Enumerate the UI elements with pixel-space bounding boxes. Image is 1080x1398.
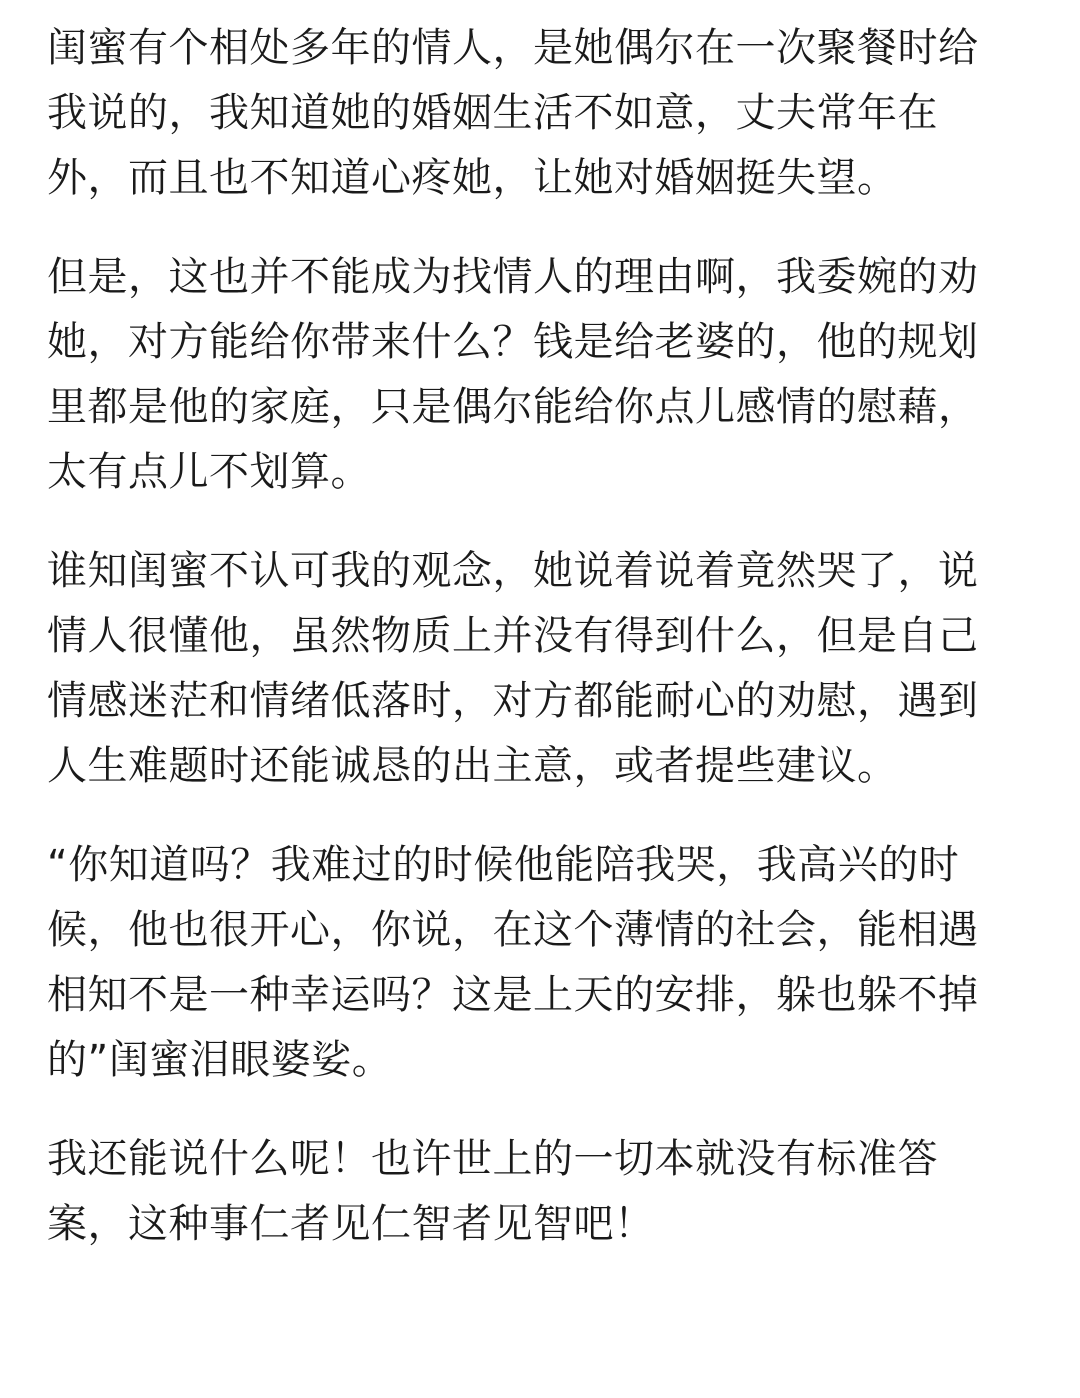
paragraph bbox=[47, 245, 1022, 505]
text-line: 案，这种事仁者见仁智者见智吧！ bbox=[47, 1201, 655, 1247]
paragraph bbox=[47, 833, 1022, 1093]
article-body bbox=[47, 16, 1022, 1291]
paragraph bbox=[47, 1127, 1022, 1257]
text-line: 我说的，我知道她的婚姻生活不如意，丈夫常年在 bbox=[47, 90, 938, 136]
text-line: 太有点儿不划算。 bbox=[47, 449, 371, 495]
text-line: 候，他也很开心，你说，在这个薄情的社会，能相遇 bbox=[47, 907, 979, 953]
paragraph bbox=[47, 539, 1022, 799]
text-line: 的”闺蜜泪眼婆娑。 bbox=[47, 1037, 393, 1083]
text-line: 我还能说什么呢！也许世上的一切本就没有标准答 bbox=[47, 1136, 938, 1182]
text-line: 人生难题时还能诚恳的出主意，或者提些建议。 bbox=[47, 743, 898, 789]
paragraph bbox=[47, 16, 1022, 211]
text-line: “你知道吗？我难过的时候他能陪我哭，我高兴的时 bbox=[47, 842, 960, 888]
text-line: 相知不是一种幸运吗？这是上天的安排，躲也躲不掉 bbox=[47, 972, 979, 1018]
text-line: 情人很懂他，虽然物质上并没有得到什么，但是自己 bbox=[47, 613, 979, 659]
text-line: 闺蜜有个相处多年的情人，是她偶尔在一次聚餐时给 bbox=[47, 25, 979, 71]
text-line: 外，而且也不知道心疼她，让她对婚姻挺失望。 bbox=[47, 155, 898, 201]
text-line: 她，对方能给你带来什么？钱是给老婆的，他的规划 bbox=[47, 319, 979, 365]
text-line: 但是，这也并不能成为找情人的理由啊，我委婉的劝 bbox=[47, 254, 979, 300]
text-line: 里都是他的家庭，只是偶尔能给你点儿感情的慰藉， bbox=[47, 384, 979, 430]
text-line: 情感迷茫和情绪低落时，对方都能耐心的劝慰，遇到 bbox=[47, 678, 979, 724]
text-line: 谁知闺蜜不认可我的观念，她说着说着竟然哭了，说 bbox=[47, 548, 979, 594]
